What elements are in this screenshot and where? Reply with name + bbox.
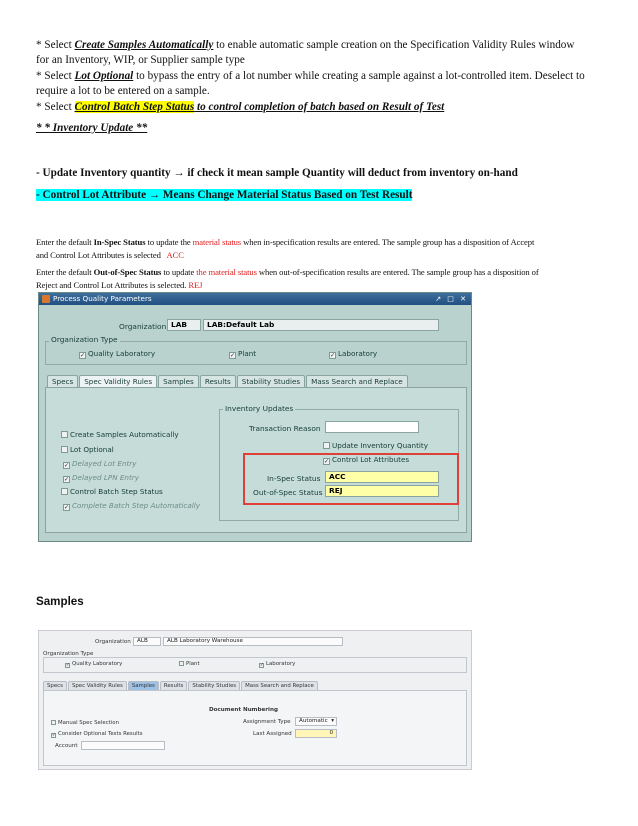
window-title: Process Quality Parameters [53, 294, 152, 303]
org-name-field[interactable]: ALB Laboratory Warehouse [163, 637, 343, 646]
create-samples-checkbox[interactable]: Create Samples Automatically [61, 430, 179, 439]
quality-lab-checkbox[interactable]: ✓ Quality Laboratory [66, 661, 123, 668]
complete-batch-checkbox: ✓ Complete Batch Step Automatically [64, 501, 201, 511]
org-code-field[interactable]: LAB [167, 319, 201, 331]
laboratory-checkbox[interactable]: ✓ Laboratory [330, 349, 378, 359]
intro-line-1: * Select Create Samples Automatically to enable automatic sample creation on the Specification Validity Rules window [36, 39, 575, 51]
delayed-lpn-checkbox: ✓ Delayed LPN Entry [64, 473, 140, 483]
consider-optional-checkbox[interactable]: ✓ Consider Optional Tests Results [52, 731, 143, 738]
tab-stability-studies[interactable]: Stability Studies [237, 375, 305, 387]
checked-icon: ✓ [80, 352, 86, 359]
tab-samples[interactable]: Samples [158, 375, 199, 387]
window-titlebar [39, 293, 471, 305]
tab-specs[interactable]: Specs [47, 375, 78, 387]
last-assigned-field[interactable]: 0 [295, 729, 337, 738]
bullet-update-inventory: - Update Inventory quantity → if check it mean sample Quantity will deduct from inventory on-hand [36, 167, 518, 179]
transaction-reason-label: Transaction Reason [249, 424, 321, 433]
lot-optional-checkbox[interactable]: Lot Optional [61, 445, 114, 454]
update-inventory-qty-checkbox[interactable]: Update Inventory Quantity [323, 441, 428, 450]
app-icon [42, 295, 50, 303]
acc-code: ACC [166, 250, 184, 260]
checked-icon: ✓ [64, 462, 70, 469]
inventory-updates-label: Inventory Updates [225, 404, 294, 413]
intro-line-4: require a lot to be entered on a sample. [36, 85, 210, 98]
tab-spec-validity-rules[interactable]: Spec Validity Rules [79, 375, 157, 387]
control-batch-term: Control Batch Step Status [74, 100, 195, 113]
account-label: Account [55, 743, 78, 749]
last-assigned-label: Last Assigned [253, 731, 292, 737]
manual-spec-checkbox[interactable]: Manual Spec Selection [51, 720, 119, 726]
checked-icon: ✓ [52, 733, 56, 738]
doc-numbering-label: Document Numbering [209, 707, 278, 713]
tab-mass-search-replace[interactable]: Mass Search and Replace [241, 681, 318, 690]
intro-line-3: * Select Lot Optional to bypass the entry of a lot number while creating a sample against a lot-controlled item. Deselect to [36, 69, 585, 82]
intro-line-5: * Select Control Batch Step Status to control completion of batch based on Result of Test [36, 100, 445, 113]
account-field[interactable] [81, 741, 165, 750]
tab-mass-search-replace[interactable]: Mass Search and Replace [306, 375, 408, 387]
create-samples-term: Create Samples Automatically [74, 39, 214, 51]
control-lot-attributes-checkbox[interactable]: ✓ Control Lot Attributes [324, 455, 410, 465]
tab-samples[interactable]: Samples [128, 681, 159, 690]
checked-icon: ✓ [324, 458, 330, 465]
in-spec-note: Enter the default In-Spec Status to update the material status when in-specification results are entered. The sample group has a disposition of Accept and Control Lot Attributes is selected ACC [36, 237, 535, 260]
quality-lab-checkbox[interactable]: ✓ Quality Laboratory [80, 349, 156, 359]
checked-icon: ✓ [260, 663, 264, 668]
plant-checkbox[interactable]: ✓ Plant [230, 349, 257, 359]
out-spec-note: Enter the default Out-of-Spec Status to update the material status when out-of-specification results are entered. The sample group has a disposition of Reject and Control Lot Attributes is selected. REJ [36, 267, 539, 290]
intro-line-2: for an Inventory, WIP, or Supplier sample type [36, 54, 245, 67]
transaction-reason-field[interactable] [325, 421, 419, 433]
control-batch-checkbox[interactable]: Control Batch Step Status [61, 487, 163, 496]
tab-results[interactable]: Results [160, 681, 187, 690]
inventory-update-heading: * * Inventory Update ** [36, 122, 148, 134]
tab-specs[interactable]: Specs [43, 681, 67, 690]
intro-text [36, 38, 606, 115]
checked-icon: ✓ [330, 352, 336, 359]
laboratory-checkbox[interactable]: ✓ Laboratory [260, 661, 296, 668]
org-type-label: Organization Type [51, 335, 118, 344]
org-code-field[interactable]: ALB [133, 637, 161, 646]
checked-icon: ✓ [230, 352, 236, 359]
tab-spec-validity-rules[interactable]: Spec Validity Rules [68, 681, 127, 690]
org-label: Organization [95, 639, 131, 645]
chevron-down-icon: ▾ [331, 718, 334, 724]
org-label: Organization [119, 322, 167, 331]
tab-results[interactable]: Results [200, 375, 236, 387]
tab-panel [43, 690, 467, 766]
tab-stability-studies[interactable]: Stability Studies [188, 681, 240, 690]
samples-window [38, 630, 472, 770]
checked-icon: ✓ [66, 663, 70, 668]
plant-checkbox[interactable]: Plant [179, 661, 200, 667]
out-spec-status-field[interactable]: REJ [325, 485, 439, 497]
samples-heading: Samples [36, 595, 84, 608]
assignment-type-label: Assignment Type [243, 719, 291, 725]
out-spec-status-label: Out-of-Spec Status [253, 488, 323, 497]
window-controls-icon[interactable]: ↗ □ ✕ [435, 295, 468, 303]
delayed-lot-checkbox: ✓ Delayed Lot Entry [64, 459, 137, 469]
org-type-label: Organization Type [43, 651, 94, 657]
rej-code: REJ [188, 280, 203, 290]
in-spec-status-field[interactable]: ACC [325, 471, 439, 483]
org-name-field[interactable]: LAB:Default Lab [203, 319, 439, 331]
assignment-type-select[interactable]: Automatic ▾ [295, 717, 337, 726]
highlight-box [243, 453, 459, 505]
checked-icon: ✓ [64, 504, 70, 511]
process-quality-window [38, 292, 472, 542]
checked-icon: ✓ [64, 476, 70, 483]
tab-bar [47, 375, 409, 387]
in-spec-status-label: In-Spec Status [267, 474, 321, 483]
bullet-control-lot: - Control Lot Attribute → Means Change Material Status Based on Test Result [36, 189, 413, 201]
lot-optional-term: Lot Optional [74, 69, 134, 82]
